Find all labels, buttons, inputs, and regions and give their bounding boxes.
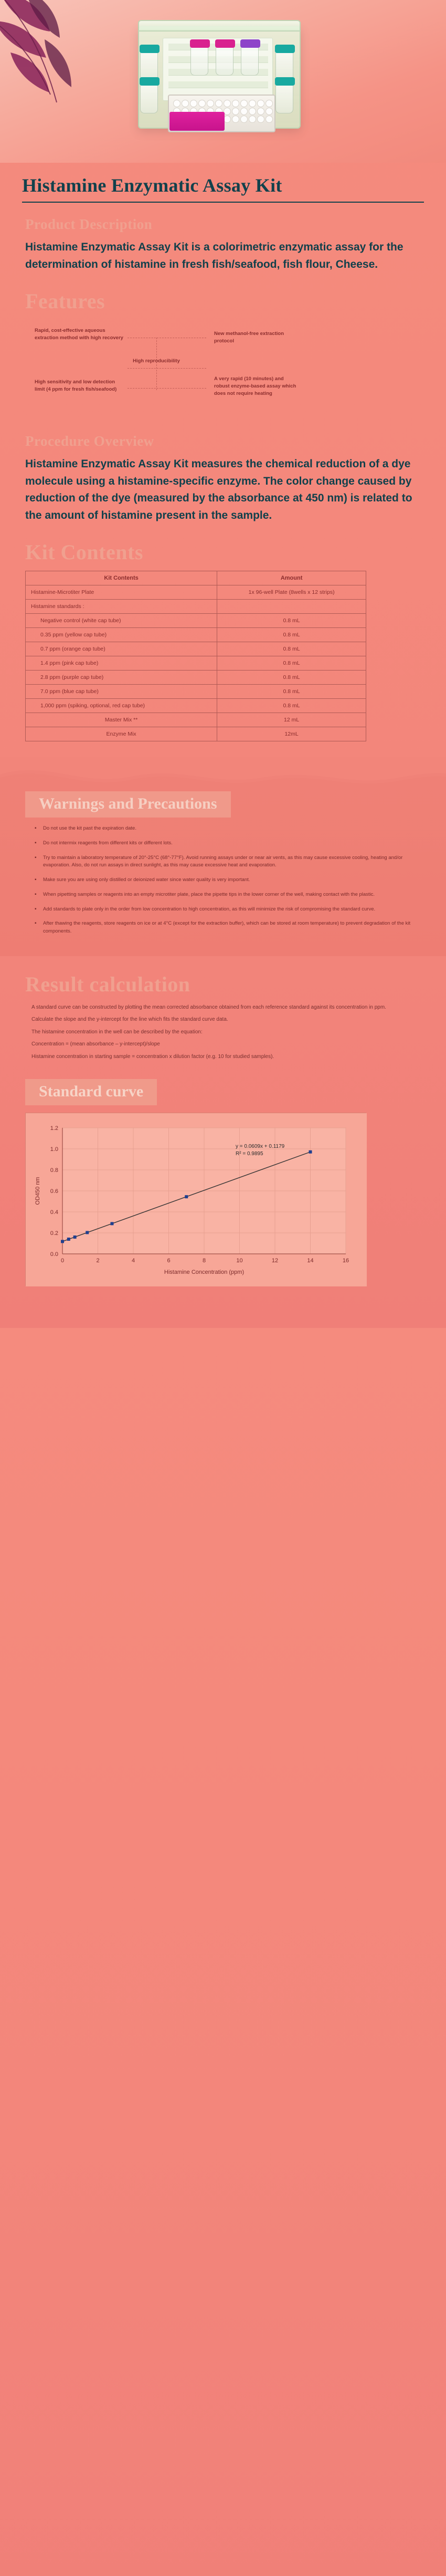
table-row	[26, 642, 366, 656]
standard-vial	[190, 45, 208, 76]
table-cell-amount: 0.8 mL	[217, 671, 366, 685]
warning-item: ▪ Try to maintain a laboratory temperature of 20°-25°C (68°-77°F). Avoid running assays under or near air vents, as this may cause excessive cooling, heating and/or evaporation. Also, do not run assays in direct sunlight, as this may cause excessive heat and evaporation.	[35, 854, 415, 870]
table-cell-amount: 0.8 mL	[217, 685, 366, 699]
standard-vial	[216, 45, 233, 76]
table-row	[26, 671, 366, 685]
table-row	[26, 600, 366, 614]
feature-item: New methanol-free extraction protocol	[214, 331, 284, 344]
warning-item: ▪ Do not intermix reagents from different kits or different lots.	[35, 840, 415, 847]
standard-vial	[241, 45, 259, 76]
section-heading-product-description: Product Description	[25, 216, 153, 232]
result-calculation-paragraph: Calculate the slope and the y-intercept for the line which fits the standard curve data.	[31, 1017, 228, 1023]
svg-text:1.2: 1.2	[50, 1125, 58, 1132]
section-heading-standard-curve: Standard curve	[25, 1079, 157, 1105]
table-cell-label: 0.7 ppm (orange cap tube)	[26, 642, 217, 656]
svg-text:0.6: 0.6	[50, 1188, 58, 1195]
result-calculation-body	[0, 1003, 446, 1062]
table-cell-label: 1.4 ppm (pink cap tube)	[26, 656, 217, 671]
svg-text:0.4: 0.4	[50, 1209, 58, 1216]
svg-text:0.8: 0.8	[50, 1167, 58, 1174]
svg-text:OD450 nm: OD450 nm	[35, 1177, 41, 1205]
table-header-cell: Kit Contents	[26, 571, 217, 585]
warnings-section	[0, 757, 446, 956]
warnings-list	[35, 825, 415, 935]
feature-item: A very rapid (10 minutes) and robust enzyme-based assay which does not require heating	[214, 376, 296, 396]
product-description-text: Histamine Enzymatic Assay Kit is a colorimetric enzymatic assay for the determination of histamine in fresh fish/seafood, fish flour, Cheese.	[25, 241, 403, 270]
table-row	[26, 628, 366, 642]
svg-text:6: 6	[167, 1258, 171, 1264]
table-cell-amount: 0.8 mL	[217, 699, 366, 713]
table-cell-amount	[217, 600, 366, 614]
section-heading-kit-contents: Kit Contents	[25, 540, 143, 564]
result-calculation-paragraph: Concentration = (mean absorbance – y-intercept)/slope	[31, 1041, 160, 1048]
table-cell-label: Negative control (white cap tube)	[26, 614, 217, 628]
svg-text:R² = 0.9895: R² = 0.9895	[236, 1151, 263, 1157]
section-heading-procedure-overview: Procedure Overview	[25, 433, 154, 449]
kit-contents-table	[25, 571, 366, 741]
table-cell-label: Histamine standards :	[26, 600, 217, 614]
svg-text:Histamine Concentration (ppm): Histamine Concentration (ppm)	[164, 1269, 245, 1276]
reagent-vial	[275, 50, 293, 81]
warning-item: ▪ Make sure you are using only distilled or deionized water since water quality is very important.	[35, 876, 415, 884]
table-cell-label: 2.8 ppm (purple cap tube)	[26, 671, 217, 685]
table-cell-label: 1,000 ppm (spiking, optional, red cap tube)	[26, 699, 217, 713]
magenta-reagent-strip	[169, 112, 225, 131]
title-divider	[22, 202, 424, 203]
table-cell-amount: 12mL	[217, 727, 366, 741]
table-row	[26, 713, 366, 727]
result-calculation-paragraph: Histamine concentration in starting sample = concentration x dilution factor (e.g. 10 for studied samples).	[31, 1053, 274, 1060]
result-calculation-paragraph: A standard curve can be constructed by plotting the mean corrected absorbance obtained from each reference standard against its concentration in ppm.	[31, 1004, 386, 1010]
svg-text:14: 14	[307, 1258, 314, 1264]
features-diagram	[25, 320, 421, 420]
table-cell-amount: 0.8 mL	[217, 614, 366, 628]
procedure-overview-text: Histamine Enzymatic Assay Kit measures the chemical reduction of a dye molecule using a histamine-specific enzyme. The color change caused by reduction of the dye (measured by the absorbance at 450 nm) is related to the amount of histamine present in the sample.	[25, 458, 412, 521]
table-header-cell: Amount	[217, 571, 366, 585]
warning-item: ▪ Do not use the kit past the expiration date.	[35, 825, 415, 833]
svg-text:4: 4	[131, 1258, 135, 1264]
table-cell-amount: 0.8 mL	[217, 656, 366, 671]
svg-text:12: 12	[271, 1258, 279, 1264]
warning-item: ▪ After thawing the reagents, store reagents on ice or at 4°C (except for the extraction buffer), which can be stored at room temperature) to prevent degradation of the kit components.	[35, 920, 415, 935]
kit-lid	[138, 20, 301, 32]
hero-image	[0, 0, 446, 163]
section-heading-features: Features	[25, 289, 105, 313]
section-heading-result-calculation: Result calculation	[25, 972, 190, 996]
section-heading-warnings: Warnings and Precautions	[25, 791, 231, 818]
result-calculation-section	[0, 972, 446, 1067]
feature-item: High sensitivity and low detection limit (4 ppm for fresh fish/seafood)	[35, 379, 117, 392]
table-cell-label: Histamine-Microtiter Plate	[26, 585, 217, 600]
table-cell-label: Enzyme Mix	[26, 727, 217, 741]
svg-text:1.0: 1.0	[50, 1146, 58, 1153]
svg-text:0: 0	[60, 1258, 65, 1264]
svg-text:y = 0.0609x + 0.1179: y = 0.0609x + 0.1179	[236, 1144, 285, 1150]
svg-text:16: 16	[342, 1258, 349, 1264]
kit-contents-table-wrapper	[25, 571, 421, 741]
feature-item: High reproducibility	[133, 358, 180, 364]
table-cell-label: Master Mix **	[26, 713, 217, 727]
page-title: Histamine Enzymatic Assay Kit	[22, 175, 282, 196]
table-row	[26, 614, 366, 628]
table-row	[26, 585, 366, 600]
svg-text:2: 2	[96, 1258, 100, 1264]
warning-item: ▪ Add standards to plate only in the order from low concentration to high concentration, as this will minimize the risk of compromising the standard curve.	[35, 906, 415, 914]
svg-text:10: 10	[236, 1258, 243, 1264]
table-header-row	[26, 571, 366, 585]
standard-curve-chart	[26, 1113, 367, 1286]
table-cell-amount: 0.8 mL	[217, 642, 366, 656]
reagent-vial	[275, 83, 293, 113]
table-cell-amount: 12 mL	[217, 713, 366, 727]
table-cell-amount: 0.8 mL	[217, 628, 366, 642]
reagent-vial	[140, 83, 158, 113]
table-cell-label: 0.35 ppm (yellow cap tube)	[26, 628, 217, 642]
feature-item: Rapid, cost-effective aqueous extraction method with high recovery	[35, 328, 123, 341]
table-cell-amount: 1x 96-well Plate (8wells x 12 strips)	[217, 585, 366, 600]
warning-item: ▪ When pipetting samples or reagents into an empty microtiter plate, place the pipette tips in the lower corner of the well, making contact with the plastic.	[35, 891, 415, 899]
table-cell-label: 7.0 ppm (blue cap tube)	[26, 685, 217, 699]
table-row	[26, 699, 366, 713]
svg-text:8: 8	[202, 1258, 206, 1264]
table-row	[26, 685, 366, 699]
reagent-vial	[140, 50, 158, 81]
wave-divider	[0, 757, 446, 788]
result-calculation-paragraph: The histamine concentration in the well can be described by the equation:	[31, 1029, 203, 1035]
kit-photo-illustration	[113, 16, 333, 155]
table-row	[26, 727, 366, 741]
svg-text:0.0: 0.0	[50, 1251, 58, 1258]
table-row	[26, 656, 366, 671]
standard-curve-chart-card	[25, 1113, 366, 1286]
svg-text:0.2: 0.2	[50, 1230, 58, 1237]
